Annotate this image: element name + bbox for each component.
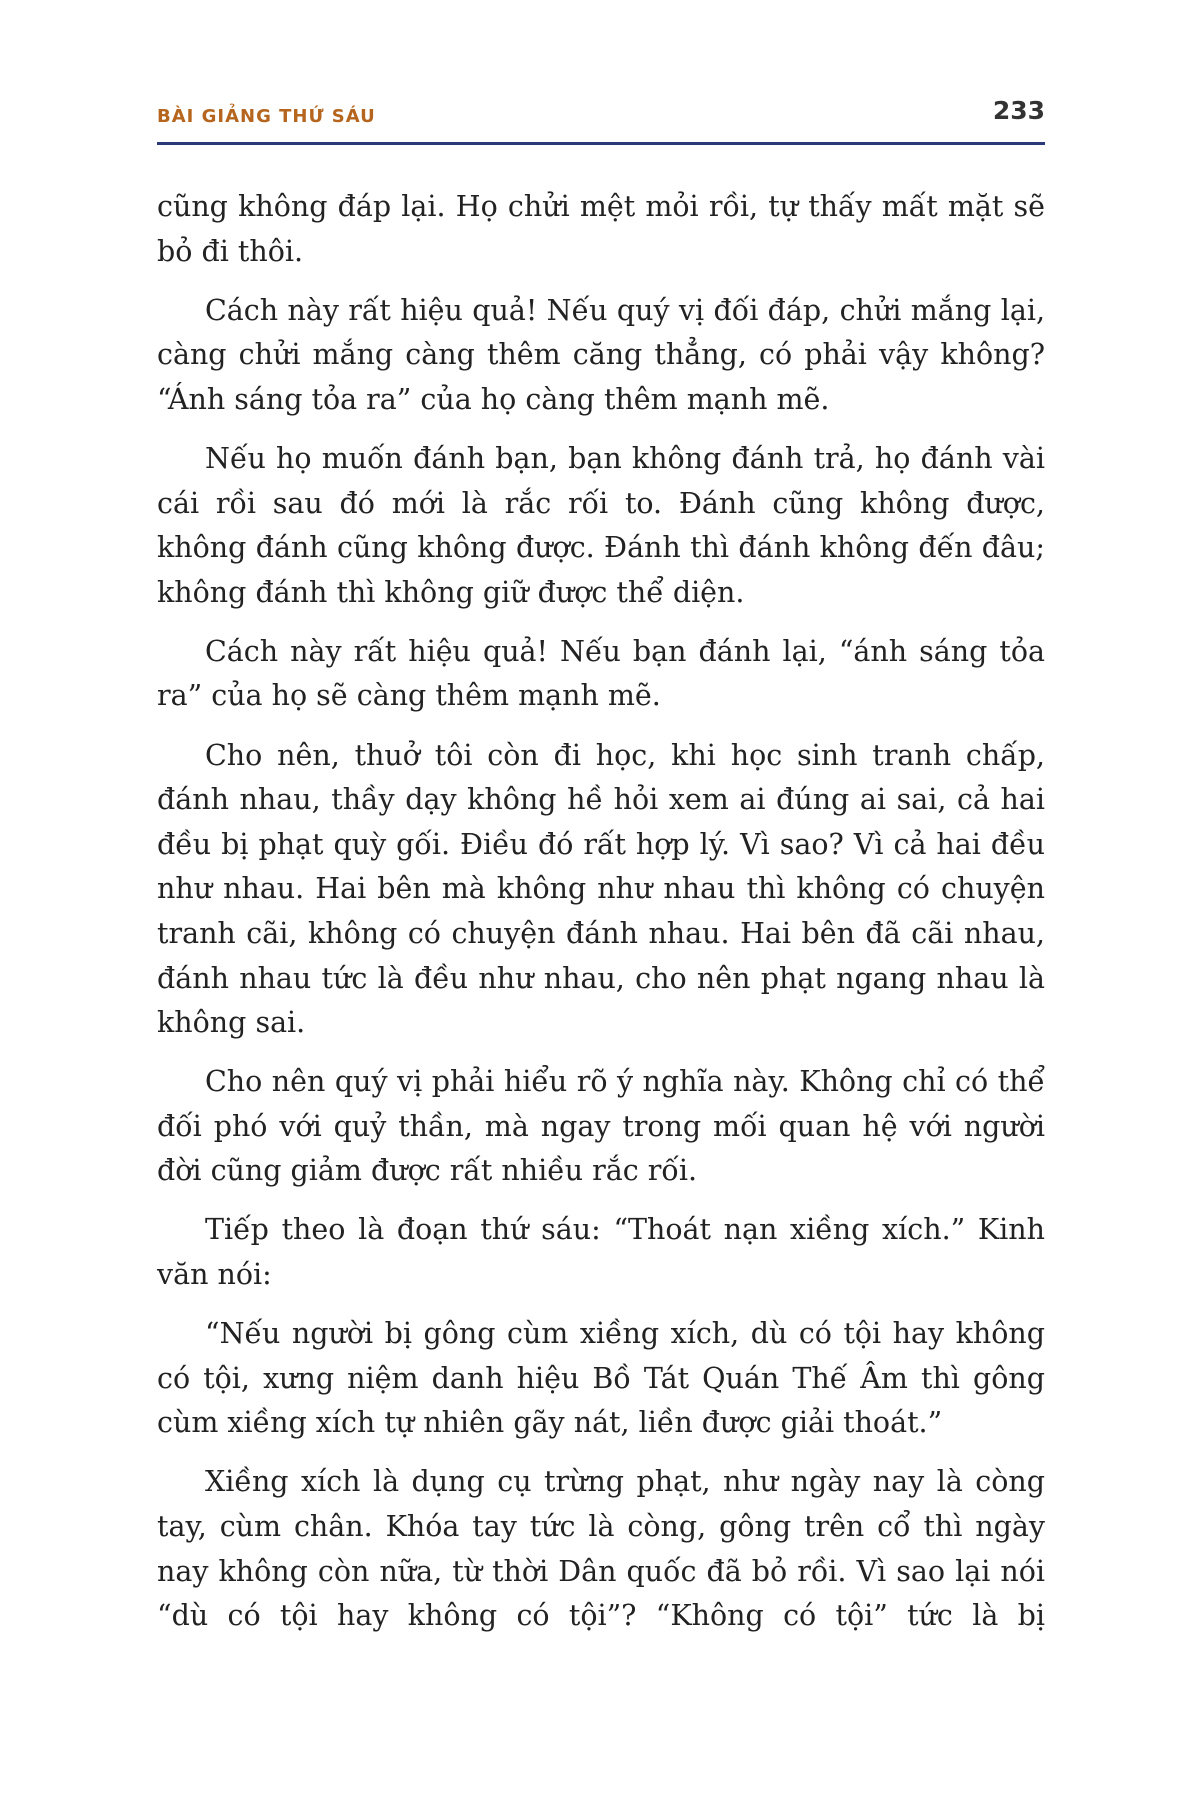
paragraph: Cách này rất hiệu quả! Nếu bạn đánh lại, “ánh sáng tỏa ra” của họ sẽ càng thêm mạnh mẽ. <box>157 634 1045 713</box>
paragraph: Nếu họ muốn đánh bạn, bạn không đánh trả, họ đánh vài cái rồi sau đó mới là rắc rối to. Đánh cũng không được, không đánh cũng không được. Đánh thì đánh không đến đâu; không đánh thì không giữ được thể diện. <box>157 441 1045 609</box>
paragraph: Cho nên, thuở tôi còn đi học, khi học sinh tranh chấp, đánh nhau, thầy dạy không hề hỏi xem ai đúng ai sai, cả hai đều bị phạt quỳ gối. Điều đó rất hợp lý. Vì sao? Vì cả hai đều như nhau. Hai bên mà không như nhau thì không có chuyện tranh cãi, không có chuyện đánh nhau. Hai bên đã cãi nhau, đánh nhau tức là đều như nhau, cho nên phạt ngang nhau là không sai. <box>157 738 1045 1040</box>
paragraph: Xiềng xích là dụng cụ trừng phạt, như ngày nay là còng tay, cùm chân. Khóa tay tức là còng, gông trên cổ thì ngày nay không còn nữa, từ thời Dân quốc đã bỏ rồi. Vì sao lại nói “dù có tội hay không có tội”? “Không có tội” tức là bị <box>157 1465 1045 1633</box>
paragraph: Cách này rất hiệu quả! Nếu quý vị đối đáp, chửi mắng lại, càng chửi mắng càng thêm căng thẳng, có phải vậy không? “Ánh sáng tỏa ra” của họ càng thêm mạnh mẽ. <box>157 293 1045 416</box>
paragraph: Tiếp theo là đoạn thứ sáu: “Thoát nạn xiềng xích.” Kinh văn nói: <box>157 1213 1045 1292</box>
chapter-title: BÀI GIẢNG THỨ SÁU <box>157 106 376 127</box>
page-number: 233 <box>992 96 1045 125</box>
sutra-quote: “Nếu người bị gông cùm xiềng xích, dù có tội hay không có tội, xưng niệm danh hiệu Bồ Tát Quán Thế Âm thì gông cùm xiềng xích tự nhiên gãy nát, liền được giải thoát.” <box>157 1317 1045 1440</box>
body-text <box>157 185 1045 1653</box>
paragraph: Cho nên quý vị phải hiểu rõ ý nghĩa này. Không chỉ có thể đối phó với quỷ thần, mà ngay trong mối quan hệ với người đời cũng giảm được rất nhiều rắc rối. <box>157 1065 1045 1188</box>
paragraph-continued: cũng không đáp lại. Họ chửi mệt mỏi rồi, tự thấy mất mặt sẽ bỏ đi thôi. <box>157 190 1045 268</box>
running-header <box>157 92 1045 145</box>
